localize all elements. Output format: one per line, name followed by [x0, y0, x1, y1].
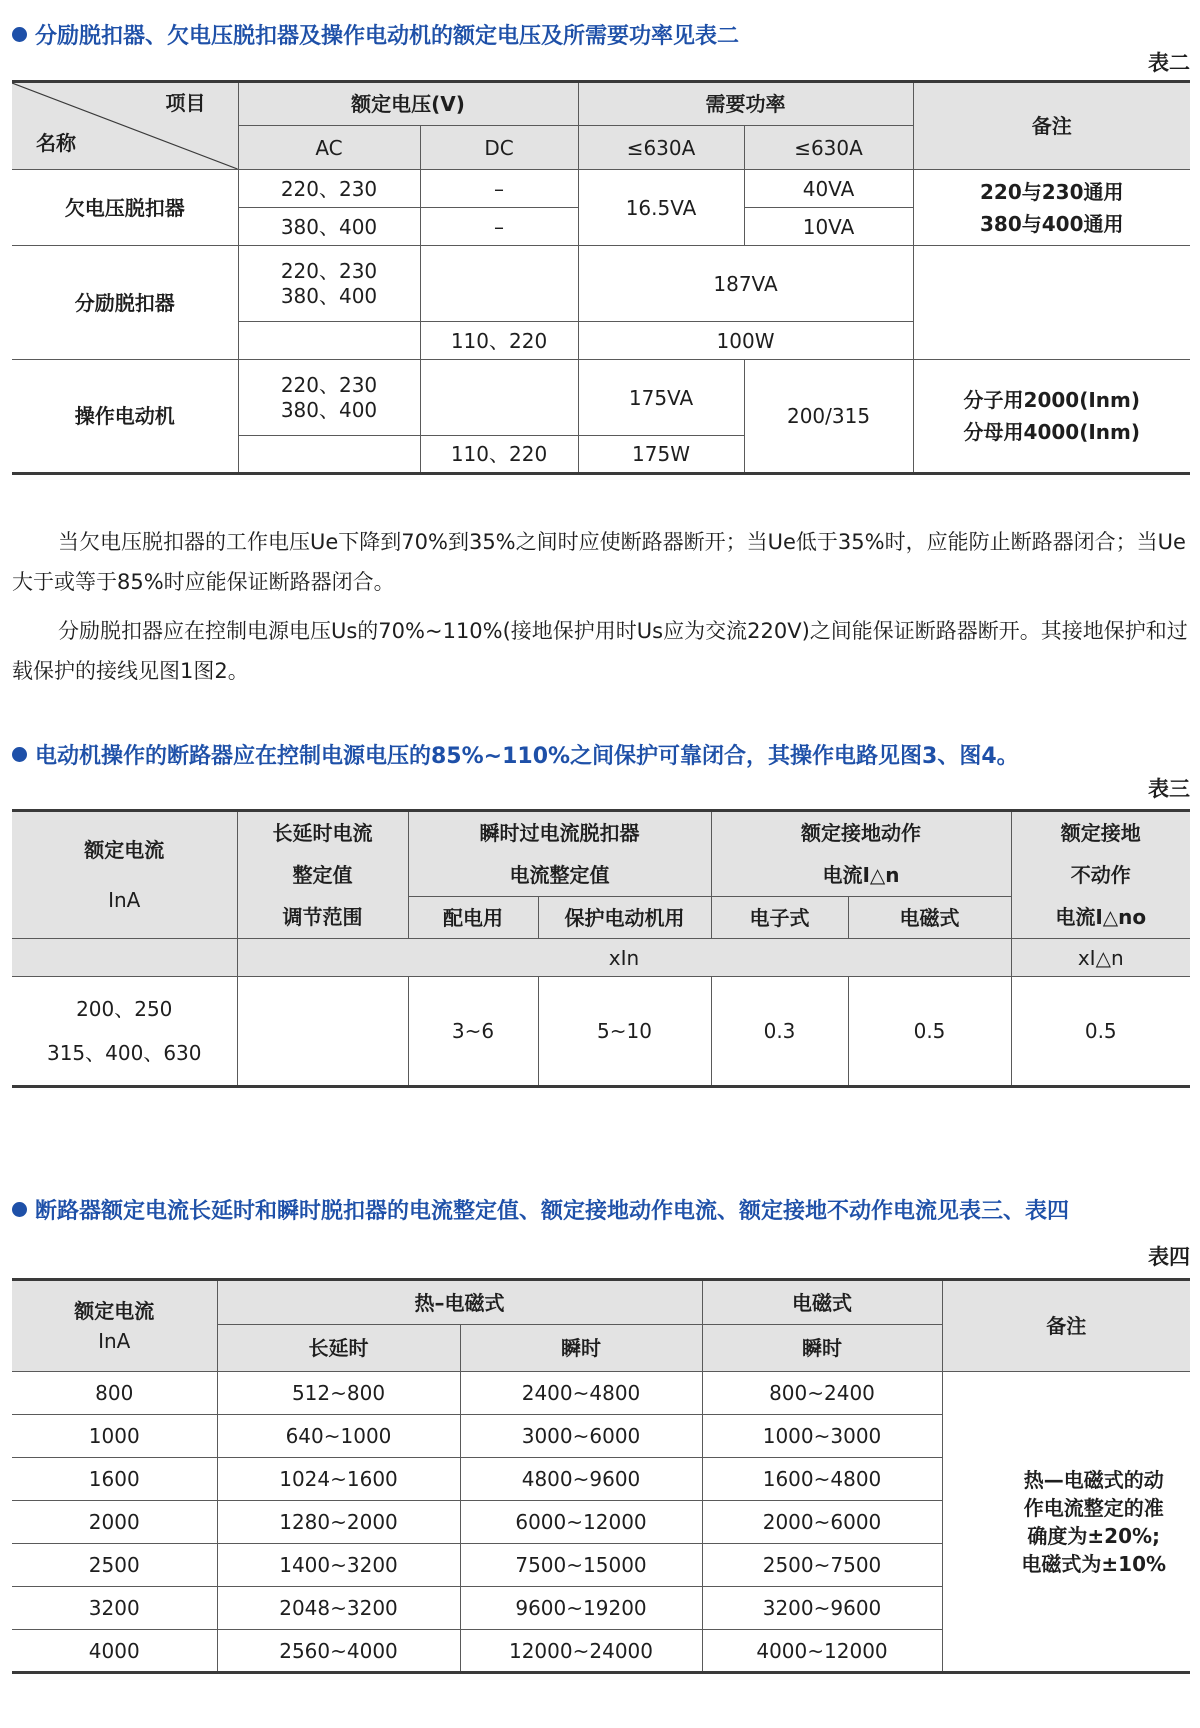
cell-ac-empty: [238, 436, 420, 474]
cell-motor-protect: 5~10: [538, 977, 711, 1087]
section3-heading-text: 断路器额定电流长延时和瞬时脱扣器的电流整定值、额定接地动作电流、额定接地不动作电流见表三、表四: [35, 1199, 1070, 1224]
cell-instant: 9600~19200: [460, 1587, 702, 1630]
cell-ac-empty: [238, 322, 420, 360]
cell-remark: [913, 170, 1190, 246]
table4-header-row: [12, 1280, 1190, 1325]
header-power-col2: ≤630A: [744, 126, 913, 170]
header-motor-protect: 保护电动机用: [538, 897, 711, 939]
cell-power1: 175W: [578, 436, 744, 474]
cell-long-delay: [237, 977, 408, 1087]
header-line: 电流I△no: [1055, 905, 1147, 929]
cell-instant: 4800~9600: [460, 1458, 702, 1501]
header-ac: AC: [238, 126, 420, 170]
cell-power1: 16.5VA: [578, 170, 744, 246]
cell-remark: [913, 360, 1190, 474]
cell-instant: 3000~6000: [460, 1415, 702, 1458]
cell-magnetic: 1600~4800: [702, 1458, 942, 1501]
header-line: 额定接地动作: [801, 821, 921, 845]
header-power: 需要功率: [578, 82, 913, 126]
cell-electromagnetic: 0.5: [848, 977, 1011, 1087]
cell-ac: 380、400: [238, 208, 420, 246]
remark-line: 220与230通用: [980, 179, 1124, 204]
table2: [12, 80, 1190, 475]
cell-long-delay: 1280~2000: [217, 1501, 460, 1544]
header-line: InA: [108, 888, 141, 912]
header-remark: 备注: [913, 82, 1190, 170]
section1-heading: [12, 22, 739, 52]
cell-long-delay: 512~800: [217, 1372, 460, 1415]
header-instant: 瞬时: [460, 1325, 702, 1372]
cell-magnetic: 1000~3000: [702, 1415, 942, 1458]
cell-unit-xidn: xI△n: [1011, 939, 1190, 977]
cell-electronic: 0.3: [711, 977, 848, 1087]
header-dc: DC: [420, 126, 578, 170]
header-remark: 备注: [942, 1280, 1190, 1372]
remark-line: 分子用2000(Inm): [963, 388, 1140, 412]
remark-line: 分母用4000(Inm): [963, 420, 1140, 444]
cell-dc: 110、220: [420, 436, 578, 474]
cell-current: 1600: [12, 1458, 217, 1501]
cell-ac: [238, 246, 420, 322]
cell-instant: 6000~12000: [460, 1501, 702, 1544]
ac-line: 220、230: [280, 372, 378, 397]
header-line: 电流整定值: [509, 863, 610, 887]
header-long-delay: 长延时: [217, 1325, 460, 1372]
header-rated-voltage: 额定电压(V): [238, 82, 578, 126]
cell-current: 4000: [12, 1630, 217, 1673]
row-name-undervoltage: 欠电压脱扣器: [12, 170, 238, 246]
table2-label: 表二: [1148, 51, 1190, 75]
cell-magnetic: 800~2400: [702, 1372, 942, 1415]
paragraph-shunt: 分励脱扣器应在控制电源电压Us的70%~110%(接地保护用时Us应为交流220V)之间能保证断路器断开。其接地保护和过载保护的接线见图1图2。: [12, 619, 1188, 683]
cell-dc-empty: [420, 246, 578, 322]
cell-unit-xin: xIn: [237, 939, 1011, 977]
header-magnetic-instant: 瞬时: [702, 1325, 942, 1372]
section2-heading-text: 电动机操作的断路器应在控制电源电压的85%~110%之间保护可靠闭合，其操作电路见图3、图4。: [35, 744, 1019, 769]
header-instant: [408, 811, 711, 897]
header-line: 额定电流: [74, 1299, 155, 1323]
cell-power2: 40VA: [744, 170, 913, 208]
header-line: InA: [98, 1329, 131, 1353]
remark-line: 电磁式为±10%: [1021, 1551, 1167, 1576]
table2-diagonal-header: [12, 82, 238, 170]
header-line: 额定接地: [1060, 821, 1141, 845]
cell-magnetic: 3200~9600: [702, 1587, 942, 1630]
header-line: 瞬时过电流脱扣器: [479, 821, 640, 845]
cell-power1: 175VA: [578, 360, 744, 436]
header-item: 项目: [165, 91, 206, 115]
table-row: [12, 977, 1190, 1087]
table-row: [12, 360, 1190, 436]
header-rated-current: [12, 1280, 217, 1372]
cell-long-delay: 1400~3200: [217, 1544, 460, 1587]
section3-heading: [12, 1197, 1069, 1227]
table2-header-row: [12, 82, 1190, 126]
section2-heading: [12, 742, 1019, 772]
table-row: [12, 1372, 1190, 1415]
table3: [12, 809, 1190, 1088]
table3-header-row: [12, 811, 1190, 897]
bullet-icon: [12, 1202, 27, 1217]
cell-ac: [238, 360, 420, 436]
current-line: 315、400、630: [46, 1041, 202, 1065]
cell-dc: 110、220: [420, 322, 578, 360]
table4: [12, 1278, 1190, 1674]
cell-long-delay: 2048~3200: [217, 1587, 460, 1630]
bullet-icon: [12, 27, 27, 42]
cell-dc: –: [420, 170, 578, 208]
cell-ac: 220、230: [238, 170, 420, 208]
cell-magnetic: 2500~7500: [702, 1544, 942, 1587]
table-row: [12, 170, 1190, 208]
ac-line: 220、230: [280, 258, 378, 283]
header-electronic: 电子式: [711, 897, 848, 939]
cell-long-delay: 2560~4000: [217, 1630, 460, 1673]
cell-remark-empty: [913, 246, 1190, 360]
cell-dc: –: [420, 208, 578, 246]
table3-unit-row: [12, 939, 1190, 977]
row-name-shunt: 分励脱扣器: [12, 246, 238, 360]
header-long-delay: [237, 811, 408, 939]
header-line: 不动作: [1070, 863, 1131, 887]
cell-instant: 2400~4800: [460, 1372, 702, 1415]
remark-line: 热—电磁式的动: [1023, 1467, 1164, 1492]
header-thermal-magnetic: 热–电磁式: [217, 1280, 702, 1325]
cell-magnetic: 4000~12000: [702, 1630, 942, 1673]
header-rated-current: [12, 811, 237, 939]
header-ground-action: [711, 811, 1011, 897]
cell-instant: 12000~24000: [460, 1630, 702, 1673]
table4-label: 表四: [1148, 1245, 1190, 1269]
bullet-icon: [12, 747, 27, 762]
cell-power: 100W: [578, 322, 913, 360]
remark-line: 作电流整定的准: [1023, 1495, 1164, 1520]
cell-distribution: 3~6: [408, 977, 538, 1087]
cell-non-action: 0.5: [1011, 977, 1190, 1087]
cell-remark: [942, 1372, 1190, 1673]
header-line: 电流I△n: [822, 863, 900, 887]
cell-current: 2500: [12, 1544, 217, 1587]
current-line: 200、250: [76, 997, 173, 1021]
header-line: 调节范围: [282, 905, 363, 929]
header-electromagnetic: 电磁式: [848, 897, 1011, 939]
paragraph-undervoltage: 当欠电压脱扣器的工作电压Ue下降到70%到35%之间时应使断路器断开；当Ue低于35%时，应能防止断路器闭合；当Ue大于或等于85%时应能保证断路器闭合。: [12, 530, 1186, 594]
cell-instant: 7500~15000: [460, 1544, 702, 1587]
table-row: [12, 246, 1190, 322]
header-power-col1: ≤630A: [578, 126, 744, 170]
cell-long-delay: 1024~1600: [217, 1458, 460, 1501]
cell-long-delay: 640~1000: [217, 1415, 460, 1458]
remark-line: 确度为±20%;: [1027, 1523, 1161, 1548]
header-line: 额定电流: [84, 838, 165, 862]
header-name: 名称: [36, 131, 76, 155]
header-line: 整定值: [292, 863, 353, 887]
section1-heading-text: 分励脱扣器、欠电压脱扣器及操作电动机的额定电压及所需要功率见表二: [35, 24, 740, 49]
cell-current: 2000: [12, 1501, 217, 1544]
cell-power2: 200/315: [744, 360, 913, 474]
header-ground-non-action: [1011, 811, 1190, 939]
header-distribution: 配电用: [408, 897, 538, 939]
cell-power2: 10VA: [744, 208, 913, 246]
header-magnetic: 电磁式: [702, 1280, 942, 1325]
cell-rated-current: [12, 977, 237, 1087]
remark-lines: [964, 384, 1140, 448]
table4-body: [12, 1372, 1190, 1673]
ac-line: 380、400: [280, 283, 378, 308]
cell-magnetic: 2000~6000: [702, 1501, 942, 1544]
remark-line: 380与400通用: [980, 211, 1124, 236]
header-line: 长延时电流: [272, 821, 373, 845]
row-name-motor: 操作电动机: [12, 360, 238, 474]
ac-line: 380、400: [280, 397, 378, 422]
cell-unit-empty: [12, 939, 237, 977]
cell-current: 1000: [12, 1415, 217, 1458]
cell-power: 187VA: [578, 246, 913, 322]
cell-dc-empty: [420, 360, 578, 436]
table3-label: 表三: [1148, 777, 1190, 801]
cell-current: 800: [12, 1372, 217, 1415]
cell-current: 3200: [12, 1587, 217, 1630]
